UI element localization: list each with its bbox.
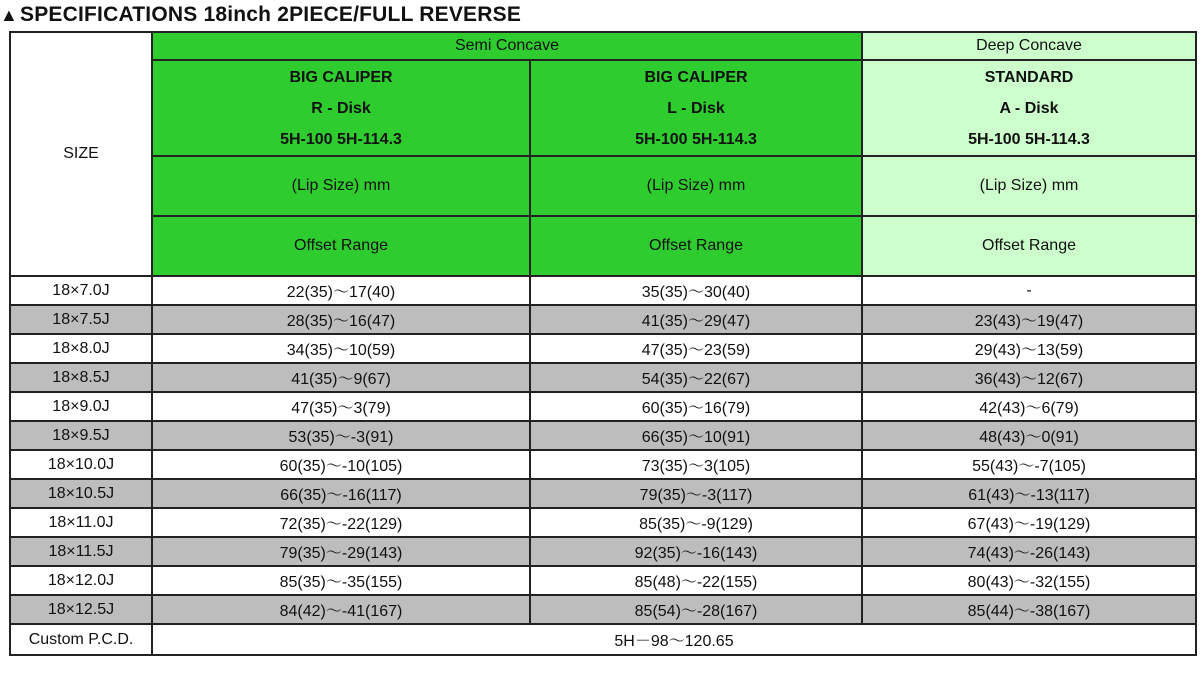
page-title-text: SPECIFICATIONS 18inch 2PIECE/FULL REVERSE bbox=[20, 3, 522, 26]
l-disk-offset-cell: 85(54)～-28(167) bbox=[530, 595, 862, 624]
r-disk-lip-size-label: (Lip Size) mm bbox=[152, 156, 530, 216]
custom-pcd-value: 5H－98～120.65 bbox=[152, 624, 1196, 655]
triangle-marker-icon: ▲ bbox=[0, 5, 19, 25]
r-disk-offset-cell: 41(35)～9(67) bbox=[152, 363, 530, 392]
l-disk-lip-size-label: (Lip Size) mm bbox=[530, 156, 862, 216]
a-disk-offset-cell: 29(43)～13(59) bbox=[862, 334, 1196, 363]
custom-pcd-row bbox=[10, 624, 1196, 655]
table-row bbox=[10, 479, 1196, 508]
a-disk-offset-cell: 42(43)～6(79) bbox=[862, 392, 1196, 421]
size-cell: 18×11.5J bbox=[10, 537, 152, 566]
r-disk-offset-cell: 85(35)～-35(155) bbox=[152, 566, 530, 595]
r-disk-offset-cell: 28(35)～16(47) bbox=[152, 305, 530, 334]
a-disk-offset-cell: 48(43)～0(91) bbox=[862, 421, 1196, 450]
r-disk-offset-cell: 84(42)～-41(167) bbox=[152, 595, 530, 624]
a-disk-offset-cell: 36(43)～12(67) bbox=[862, 363, 1196, 392]
size-cell: 18×10.0J bbox=[10, 450, 152, 479]
size-cell: 18×10.5J bbox=[10, 479, 152, 508]
r-disk-offset-cell: 72(35)～-22(129) bbox=[152, 508, 530, 537]
size-cell: 18×12.0J bbox=[10, 566, 152, 595]
custom-pcd-label: Custom P.C.D. bbox=[10, 624, 152, 655]
table-body bbox=[10, 276, 1196, 624]
a-disk-offset-cell: 67(43)～-19(129) bbox=[862, 508, 1196, 537]
r-disk-offset-cell: 47(35)～3(79) bbox=[152, 392, 530, 421]
r-disk-name: R - Disk bbox=[311, 99, 371, 117]
l-disk-offset-cell: 60(35)～16(79) bbox=[530, 392, 862, 421]
l-disk-offset-cell: 73(35)～3(105) bbox=[530, 450, 862, 479]
size-header: SIZE bbox=[10, 32, 152, 276]
r-disk-offset-cell: 22(35)～17(40) bbox=[152, 276, 530, 305]
table-row bbox=[10, 305, 1196, 334]
r-disk-pcd: 5H-100 5H-114.3 bbox=[280, 130, 402, 148]
a-disk-offset-cell: 80(43)～-32(155) bbox=[862, 566, 1196, 595]
r-disk-offset-cell: 53(35)～-3(91) bbox=[152, 421, 530, 450]
deep-concave-header: Deep Concave bbox=[862, 32, 1196, 60]
r-disk-offset-cell: 66(35)～-16(117) bbox=[152, 479, 530, 508]
table-footer bbox=[10, 624, 1196, 655]
a-disk-offset-cell: 23(43)～19(47) bbox=[862, 305, 1196, 334]
size-cell: 18×9.0J bbox=[10, 392, 152, 421]
table-row bbox=[10, 508, 1196, 537]
table-row bbox=[10, 363, 1196, 392]
a-disk-offset-cell: 61(43)～-13(117) bbox=[862, 479, 1196, 508]
size-cell: 18×8.5J bbox=[10, 363, 152, 392]
table-header bbox=[10, 32, 1196, 276]
table-row bbox=[10, 566, 1196, 595]
l-disk-offset-cell: 54(35)～22(67) bbox=[530, 363, 862, 392]
a-disk-pcd: 5H-100 5H-114.3 bbox=[968, 130, 1090, 148]
size-cell: 18×12.5J bbox=[10, 595, 152, 624]
a-disk-header bbox=[862, 60, 1196, 156]
table-row bbox=[10, 450, 1196, 479]
a-disk-lip-size-label: (Lip Size) mm bbox=[862, 156, 1196, 216]
l-disk-offset-cell: 85(48)～-22(155) bbox=[530, 566, 862, 595]
table-row bbox=[10, 421, 1196, 450]
table-row bbox=[10, 392, 1196, 421]
size-cell: 18×9.5J bbox=[10, 421, 152, 450]
table-row bbox=[10, 276, 1196, 305]
l-disk-offset-cell: 35(35)～30(40) bbox=[530, 276, 862, 305]
r-disk-offset-cell: 79(35)～-29(143) bbox=[152, 537, 530, 566]
size-cell: 18×8.0J bbox=[10, 334, 152, 363]
specifications-table bbox=[9, 31, 1197, 656]
semi-concave-header: Semi Concave bbox=[152, 32, 862, 60]
l-disk-header bbox=[530, 60, 862, 156]
l-disk-offset-range-label: Offset Range bbox=[530, 216, 862, 276]
size-cell: 18×7.0J bbox=[10, 276, 152, 305]
l-disk-name: L - Disk bbox=[667, 99, 725, 117]
r-disk-header bbox=[152, 60, 530, 156]
r-disk-offset-cell: 60(35)～-10(105) bbox=[152, 450, 530, 479]
a-disk-caliper: STANDARD bbox=[984, 68, 1074, 86]
a-disk-offset-cell: 74(43)～-26(143) bbox=[862, 537, 1196, 566]
l-disk-offset-cell: 79(35)～-3(117) bbox=[530, 479, 862, 508]
page-title bbox=[0, 0, 521, 30]
l-disk-offset-cell: 85(35)～-9(129) bbox=[530, 508, 862, 537]
a-disk-offset-cell: - bbox=[862, 276, 1196, 305]
l-disk-offset-cell: 66(35)～10(91) bbox=[530, 421, 862, 450]
r-disk-offset-cell: 34(35)～10(59) bbox=[152, 334, 530, 363]
l-disk-offset-cell: 47(35)～23(59) bbox=[530, 334, 862, 363]
size-cell: 18×11.0J bbox=[10, 508, 152, 537]
l-disk-offset-cell: 92(35)～-16(143) bbox=[530, 537, 862, 566]
a-disk-offset-cell: 55(43)～-7(105) bbox=[862, 450, 1196, 479]
a-disk-offset-cell: 85(44)～-38(167) bbox=[862, 595, 1196, 624]
l-disk-pcd: 5H-100 5H-114.3 bbox=[635, 130, 757, 148]
l-disk-offset-cell: 41(35)～29(47) bbox=[530, 305, 862, 334]
a-disk-name: A - Disk bbox=[999, 99, 1059, 117]
r-disk-caliper: BIG CALIPER bbox=[289, 68, 393, 86]
table-row bbox=[10, 595, 1196, 624]
table-row bbox=[10, 537, 1196, 566]
l-disk-caliper: BIG CALIPER bbox=[644, 68, 748, 86]
table-row bbox=[10, 334, 1196, 363]
r-disk-offset-range-label: Offset Range bbox=[152, 216, 530, 276]
size-cell: 18×7.5J bbox=[10, 305, 152, 334]
a-disk-offset-range-label: Offset Range bbox=[862, 216, 1196, 276]
